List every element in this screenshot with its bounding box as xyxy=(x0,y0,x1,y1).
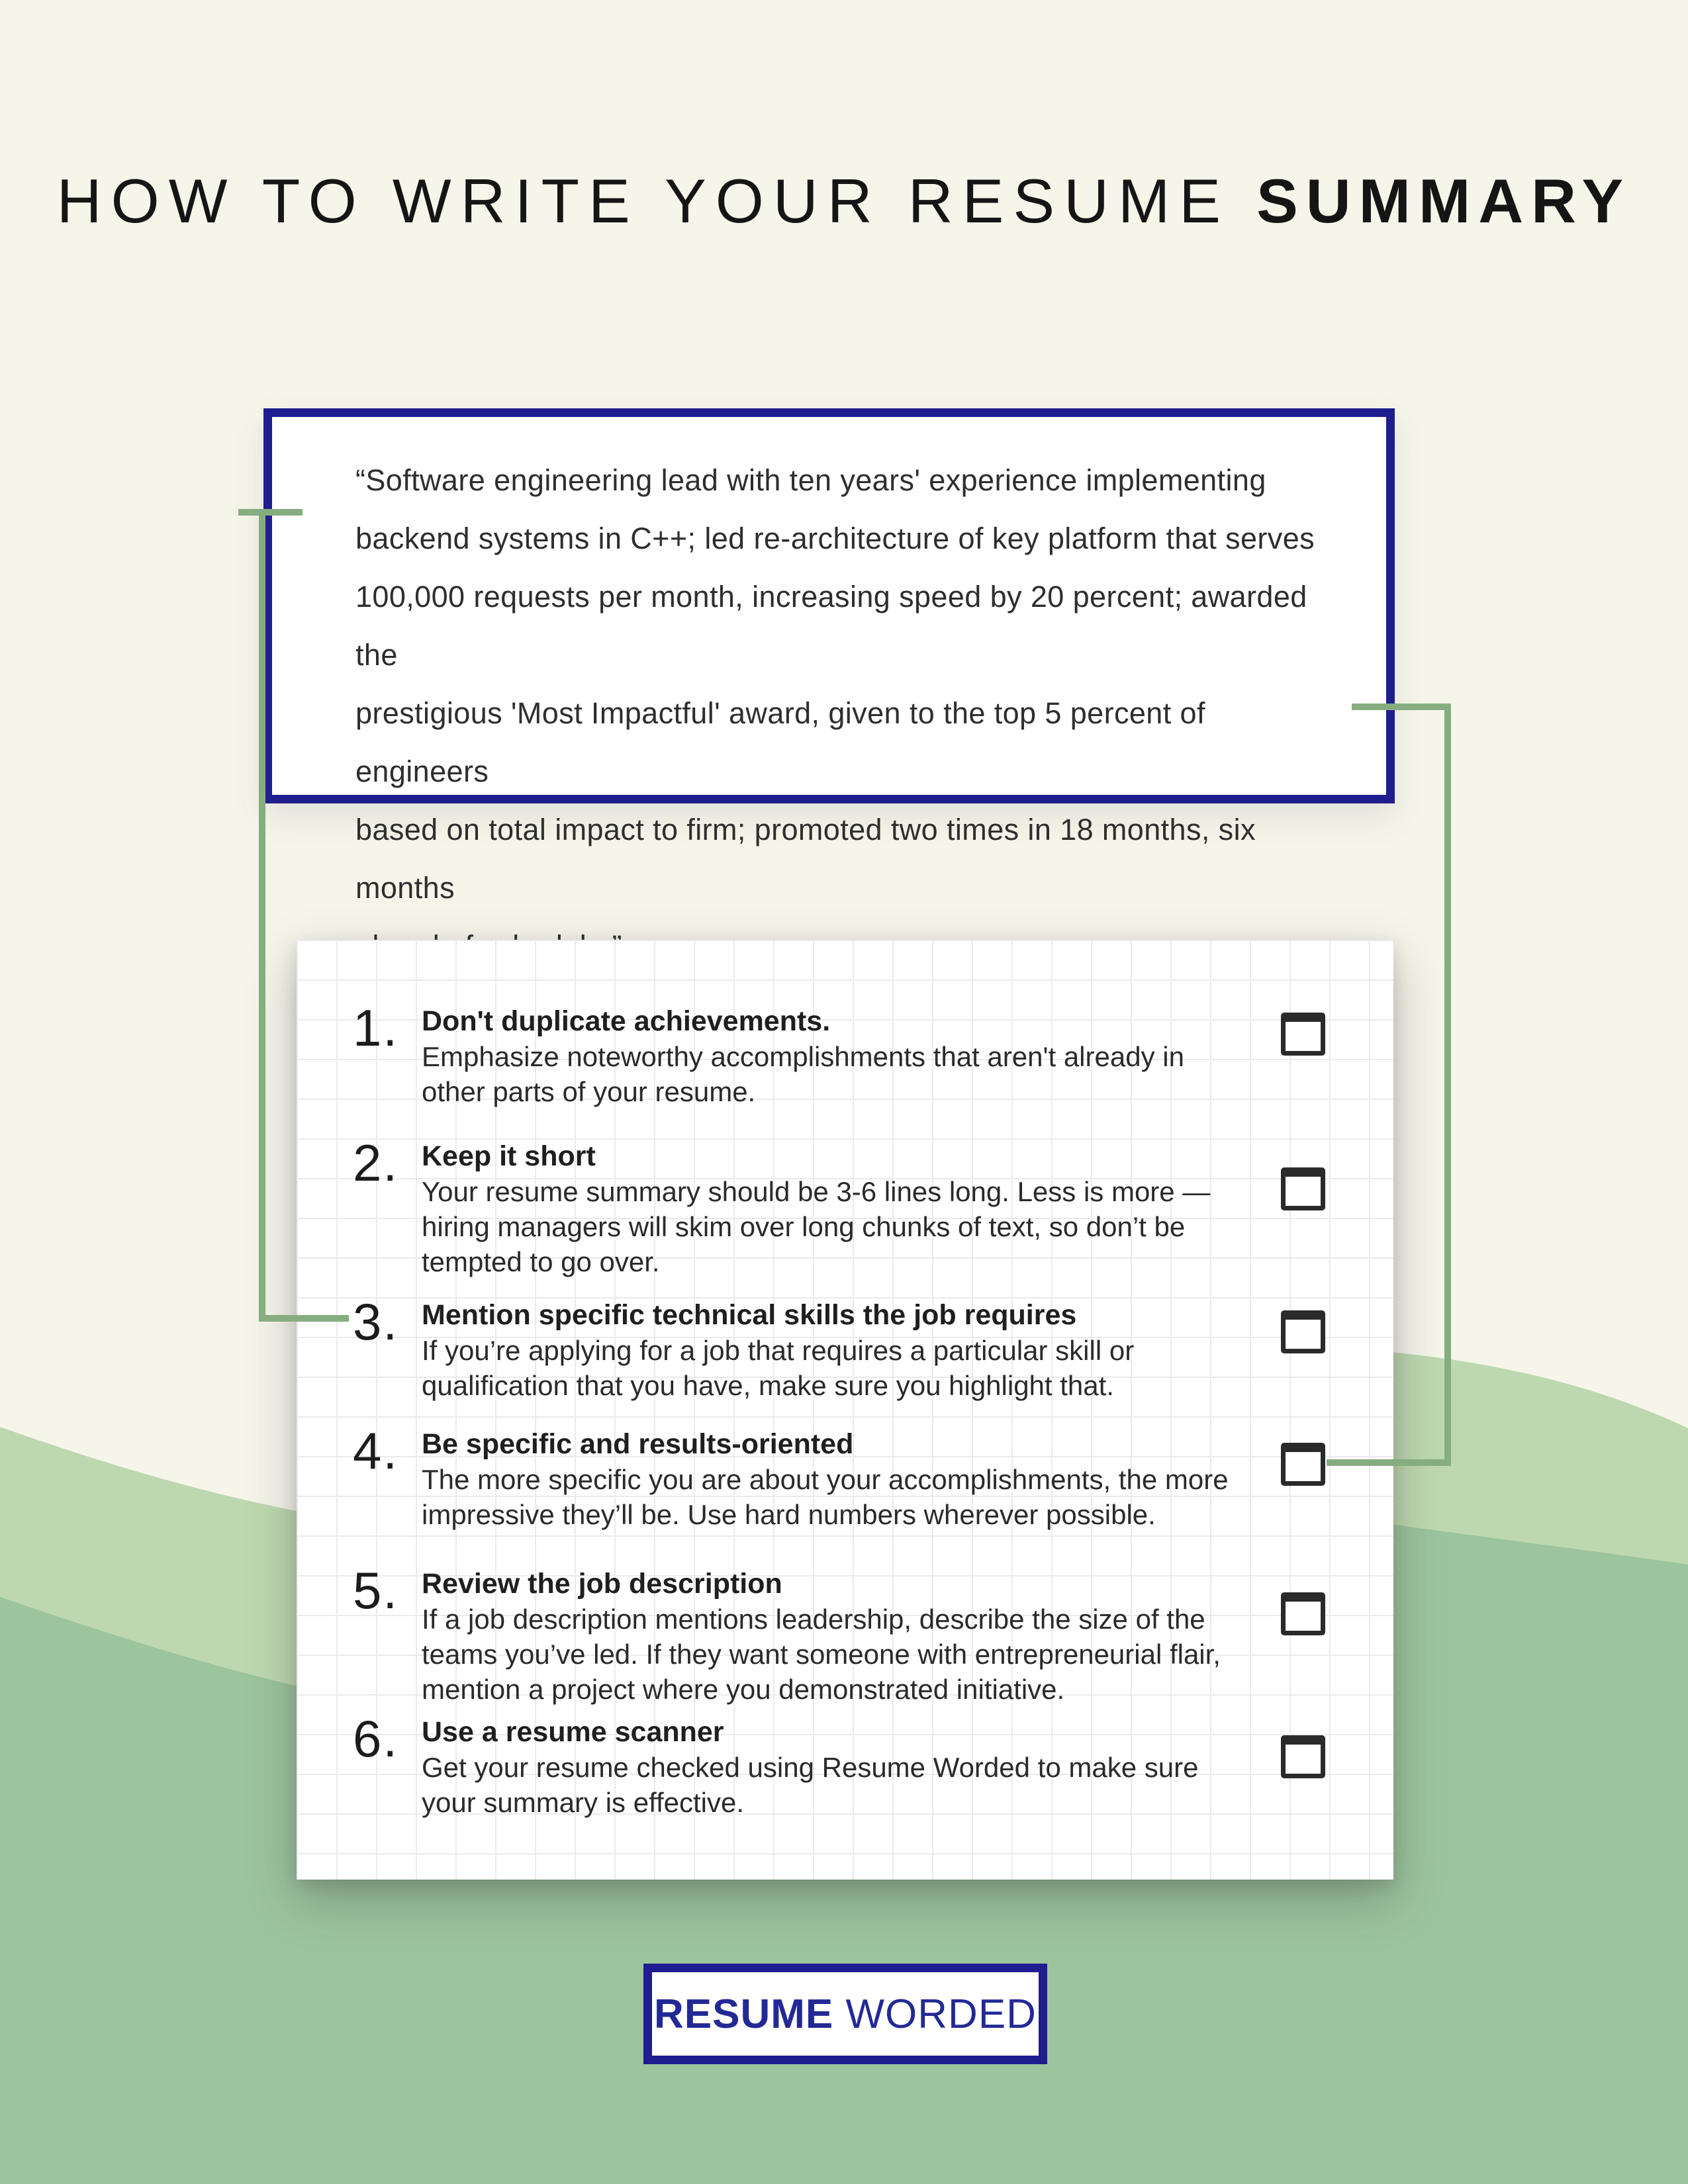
desc-line: impressive they’ll be. Use hard numbers wherever possible. xyxy=(422,1499,1156,1530)
item-4-title: Be specific and results-oriented xyxy=(422,1428,854,1460)
resume-worded-logo xyxy=(643,1964,1047,2064)
checklist-item-5 xyxy=(353,1561,1319,1707)
item-2-number: 2. xyxy=(353,1134,399,1192)
item-2-title: Keep it short xyxy=(422,1140,596,1172)
desc-line: teams you’ve led. If they want someone with entrepreneurial flair, xyxy=(422,1639,1221,1670)
desc-line: mention a project where you demonstrated initiative. xyxy=(422,1674,1065,1705)
connector-left-vertical xyxy=(259,509,265,1322)
connector-right-vertical xyxy=(1444,704,1451,1466)
checklist-item-2 xyxy=(353,1134,1319,1279)
desc-line: Emphasize noteworthy accomplishments that aren't already in xyxy=(422,1041,1184,1072)
connector-left-tick xyxy=(238,509,303,516)
quote-line: “Software engineering lead with ten years' experience implementing xyxy=(355,463,1266,497)
page-title-bold: SUMMARY xyxy=(1256,166,1632,236)
item-6-description xyxy=(422,1750,1319,1820)
item-5-number: 5. xyxy=(353,1561,399,1619)
checklist-panel xyxy=(297,940,1393,1880)
desc-line: hiring managers will skim over long chunks of text, so don’t be xyxy=(422,1211,1186,1242)
item-3-checkbox[interactable] xyxy=(1281,1310,1325,1353)
item-5-description xyxy=(422,1602,1319,1707)
item-3-number: 3. xyxy=(353,1293,399,1351)
desc-line: your summary is effective. xyxy=(422,1787,745,1818)
item-1-number: 1. xyxy=(353,999,399,1057)
checklist-item-4 xyxy=(353,1422,1319,1532)
logo-text-bold: RESUME xyxy=(654,1991,834,2037)
resume-summary-example-box xyxy=(263,408,1395,905)
desc-line: The more specific you are about your accomplishments, the more xyxy=(422,1464,1229,1495)
checklist-item-3 xyxy=(353,1293,1319,1403)
item-1-description xyxy=(422,1039,1319,1109)
quote-line: prestigious 'Most Impactful' award, given to the top 5 percent of engineers xyxy=(355,696,1205,788)
desc-line: other parts of your resume. xyxy=(422,1076,756,1107)
item-4-checkbox[interactable] xyxy=(1281,1443,1325,1486)
desc-line: Get your resume checked using Resume Worded to make sure xyxy=(422,1752,1199,1783)
resume-worded-logo-text xyxy=(654,1991,1037,2038)
item-2-checkbox[interactable] xyxy=(1281,1167,1325,1210)
item-1-title: Don't duplicate achievements. xyxy=(422,1005,831,1037)
item-6-checkbox[interactable] xyxy=(1281,1735,1325,1778)
item-3-title: Mention specific technical skills the job requires xyxy=(422,1299,1077,1331)
item-4-description xyxy=(422,1462,1319,1532)
item-3-description xyxy=(422,1333,1319,1403)
item-2-description xyxy=(422,1174,1319,1279)
page-title xyxy=(0,165,1688,237)
desc-line: If you’re applying for a job that requires a particular skill or xyxy=(422,1335,1135,1366)
desc-line: Your resume summary should be 3-6 lines long. Less is more — xyxy=(422,1176,1211,1207)
item-6-title: Use a resume scanner xyxy=(422,1716,724,1748)
checklist-item-1 xyxy=(353,999,1319,1109)
quote-line: backend systems in C++; led re-architecture of key platform that serves xyxy=(355,522,1315,555)
item-5-title: Review the job description xyxy=(422,1568,782,1600)
checklist-item-6 xyxy=(353,1709,1319,1820)
connector-left-to-item-3 xyxy=(259,1315,349,1322)
quote-line: 100,000 requests per month, increasing speed by 20 percent; awarded the xyxy=(355,580,1307,672)
quote-line: based on total impact to firm; promoted two times in 18 months, six months xyxy=(355,813,1256,905)
page-title-regular: HOW TO WRITE YOUR RESUME xyxy=(56,166,1257,236)
item-5-checkbox[interactable] xyxy=(1281,1592,1325,1635)
desc-line: If a job description mentions leadership, describe the size of the xyxy=(422,1604,1205,1635)
desc-line: tempted to go over. xyxy=(422,1246,660,1277)
connector-right-to-item-4 xyxy=(1327,1459,1451,1466)
item-1-checkbox[interactable] xyxy=(1281,1013,1325,1056)
desc-line: qualification that you have, make sure you highlight that. xyxy=(422,1370,1114,1401)
logo-text-regular: WORDED xyxy=(833,1991,1037,2037)
item-6-number: 6. xyxy=(353,1709,399,1768)
connector-right-tick xyxy=(1352,704,1451,710)
resume-summary-example-text xyxy=(355,451,1322,976)
item-4-number: 4. xyxy=(353,1422,399,1480)
